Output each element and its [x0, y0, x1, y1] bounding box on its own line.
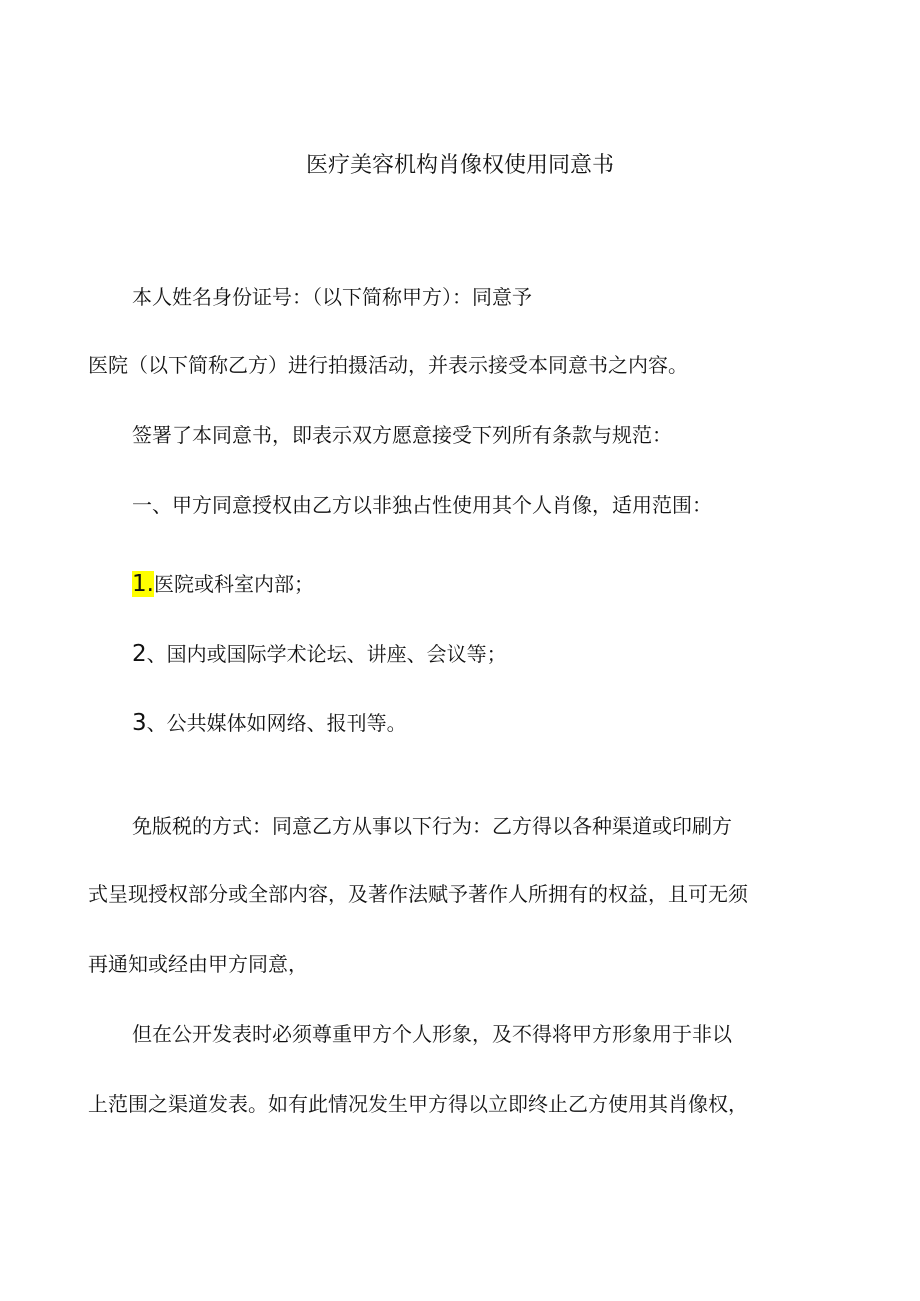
scope-item-text: 医院或科室内部； — [153, 572, 314, 596]
scope-item — [132, 709, 407, 737]
royalty-paragraph-line-1: 免版税的方式：同意乙方从事以下行为：乙方得以各种渠道或印刷方 — [132, 814, 732, 838]
document-title: 医疗美容机构肖像权使用同意书 — [305, 153, 614, 178]
royalty-paragraph-line-2: 式呈现授权部分或全部内容，及著作法赋予著作人所拥有的权益，且可无须 — [88, 882, 748, 906]
scope-item-number: 1. — [132, 571, 154, 597]
section-one-heading: 一、甲方同意授权由乙方以非独占性使用其个人肖像，适用范围： — [132, 493, 712, 517]
scope-item-number: 3 — [132, 710, 147, 736]
royalty-paragraph-line-3: 再通知或经由甲方同意， — [88, 952, 308, 976]
scope-item-text: 、公共媒体如网络、报刊等。 — [146, 711, 407, 735]
scope-item — [132, 570, 314, 598]
respect-paragraph-line-2: 上范围之渠道发表。如有此情况发生甲方得以立即终止乙方使用其肖像权， — [88, 1092, 748, 1116]
respect-paragraph-line-1: 但在公开发表时必须尊重甲方个人形象，及不得将甲方形象用于非以 — [132, 1022, 732, 1046]
sign-paragraph: 签署了本同意书，即表示双方愿意接受下列所有条款与规范： — [132, 423, 672, 447]
scope-item-text: 、国内或国际学术论坛、讲座、会议等； — [146, 642, 507, 666]
intro-paragraph-line-1: 本人姓名身份证号：（以下简称甲方）：同意予 — [132, 285, 532, 309]
intro-paragraph-line-2: 医院（以下简称乙方）进行拍摄活动，并表示接受本同意书之内容。 — [88, 353, 688, 377]
scope-item-number: 2 — [132, 641, 147, 667]
scope-item — [132, 640, 507, 668]
